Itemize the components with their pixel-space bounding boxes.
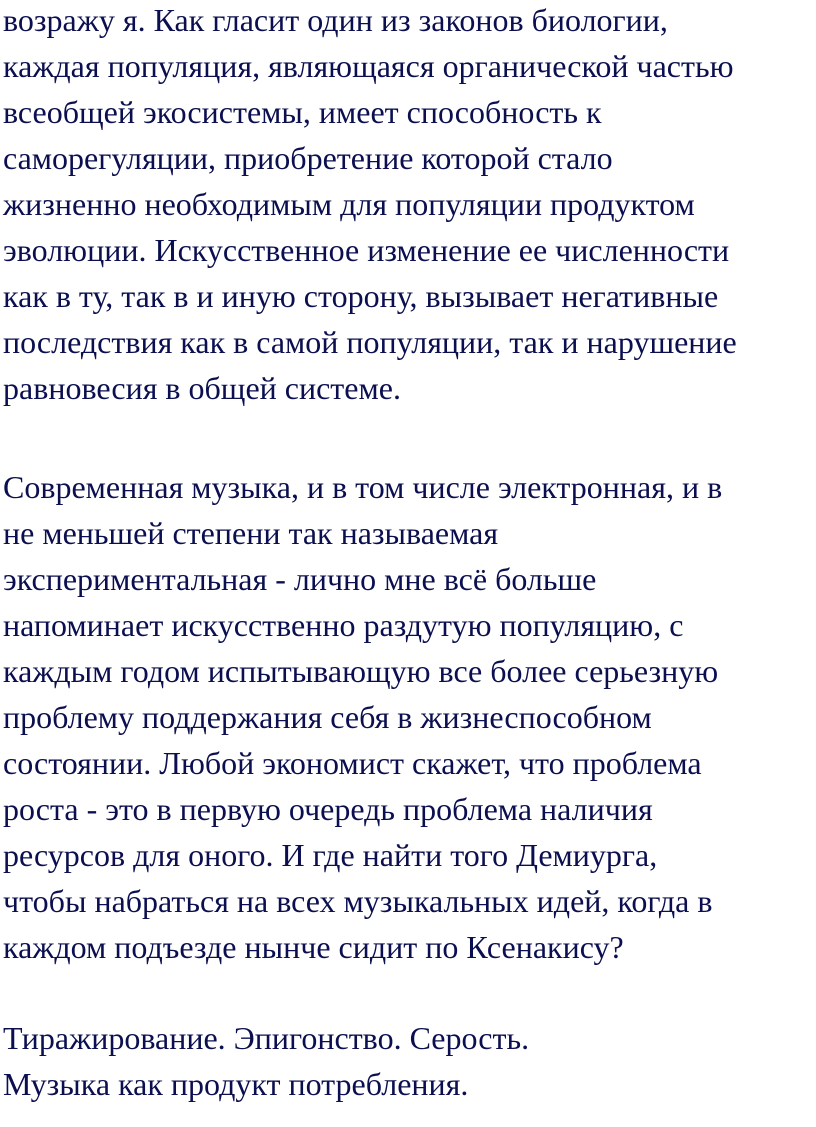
text-line: равновесия в общей системе. xyxy=(3,370,401,406)
paragraph-conclusion xyxy=(3,1015,529,1107)
text-line: экспериментальная - лично мне всё больше xyxy=(3,561,597,597)
text-line: каждым годом испытывающую все более серьезную xyxy=(3,653,719,689)
text-line: проблему поддержания себя в жизнеспособном xyxy=(3,699,652,735)
text-line: Тиражирование. Эпигонство. Серость. xyxy=(3,1020,530,1056)
paragraph-modern-music xyxy=(3,464,722,970)
paragraph-biology xyxy=(3,0,737,411)
text-line: не меньшей степени так называемая xyxy=(3,515,499,551)
text-line: каждая популяция, являющаяся органической частью xyxy=(3,48,734,84)
text-line: последствия как в самой популяции, так и нарушение xyxy=(3,324,737,360)
text-line: саморегуляции, приобретение которой стало xyxy=(3,140,613,176)
text-line: возражу я. Как гласит один из законов биологии, xyxy=(3,2,668,38)
text-line: каждом подъезде нынче сидит по Ксенакису? xyxy=(3,929,624,965)
text-line: Современная музыка, и в том числе электронная, и в xyxy=(3,469,723,505)
text-line: роста - это в первую очередь проблема наличия xyxy=(3,791,653,827)
text-line: чтобы набраться на всех музыкальных идей, когда в xyxy=(3,883,713,919)
text-line: Музыка как продукт потребления. xyxy=(3,1066,469,1102)
text-line: напоминает искусственно раздутую популяцию, с xyxy=(3,607,684,643)
text-line: всеобщей экосистемы, имеет способность к xyxy=(3,94,602,130)
text-line: состоянии. Любой экономист скажет, что проблема xyxy=(3,745,702,781)
text-line: ресурсов для оного. И где найти того Демиурга, xyxy=(3,837,658,873)
text-line: эволюции. Искусственное изменение ее численности xyxy=(3,232,730,268)
text-line: как в ту, так в и иную сторону, вызывает негативные xyxy=(3,278,719,314)
text-line: жизненно необходимым для популяции продуктом xyxy=(3,186,695,222)
